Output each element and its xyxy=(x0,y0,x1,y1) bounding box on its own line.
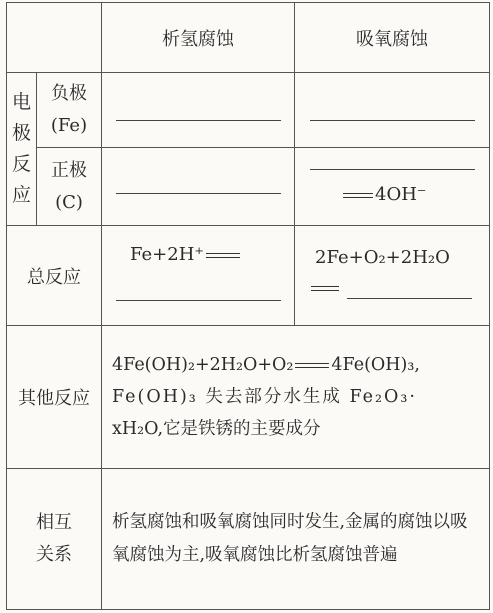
positive-label: 正极 xyxy=(51,159,87,181)
relation-content: 析氢腐蚀和吸氧腐蚀同时发生,金属的腐蚀以吸氧腐蚀为主,吸氧腐蚀比析氢腐蚀普遍 xyxy=(102,469,490,610)
header-oxygen-corrosion: 吸氧腐蚀 xyxy=(295,3,490,73)
hydrogen-total-cell xyxy=(102,226,295,326)
equals-sign xyxy=(295,363,329,368)
corner-cell xyxy=(7,3,102,73)
equals-sign xyxy=(343,193,373,198)
corrosion-comparison-table xyxy=(6,2,490,610)
positive-sub: (C) xyxy=(55,191,83,213)
negative-electrode-label xyxy=(37,73,102,148)
electrode-reaction-label xyxy=(7,73,37,226)
hydrogen-total-equation xyxy=(102,244,294,265)
oxygen-negative-cell xyxy=(295,73,490,148)
other-line1 xyxy=(112,349,479,381)
header-hydrogen-corrosion: 析氢腐蚀 xyxy=(102,3,295,73)
negative-label: 负极 xyxy=(51,83,87,104)
other-reaction-label: 其他反应 xyxy=(7,326,102,469)
answer-blank xyxy=(310,168,475,170)
hydrogen-negative-cell xyxy=(102,73,295,148)
hydrogen-total-reactants: Fe+2H⁺ xyxy=(130,244,204,265)
oxygen-total-cell xyxy=(295,226,490,326)
electrode-reaction-text: 电极反应 xyxy=(11,91,31,206)
total-reaction-label: 总反应 xyxy=(7,226,102,326)
oxygen-positive-cell xyxy=(295,148,490,226)
answer-blank xyxy=(116,119,281,121)
other-line2: Fe(OH)₃ 失去部分水生成 Fe₂O₃· xyxy=(112,387,417,407)
answer-blank xyxy=(116,192,281,194)
other-line1-product: 4Fe(OH)₃, xyxy=(331,355,420,375)
oxygen-total-line2 xyxy=(295,278,489,299)
relation-label: 相互关系 xyxy=(36,512,72,565)
negative-sub: (Fe) xyxy=(50,115,88,136)
answer-blank xyxy=(116,299,281,301)
other-line3: xH₂O,它是铁锈的主要成分 xyxy=(112,419,321,439)
oxygen-total-reactants: 2Fe+O₂+2H₂O xyxy=(315,246,450,268)
oxygen-positive-product: 4OH⁻ xyxy=(375,184,427,205)
other-line1-reactants: 4Fe(OH)₂+2H₂O+O₂ xyxy=(112,355,294,375)
hydrogen-positive-cell xyxy=(102,148,295,226)
equals-sign xyxy=(311,286,339,291)
equals-sign xyxy=(206,253,240,258)
answer-blank xyxy=(310,119,475,121)
oxygen-positive-equation xyxy=(295,184,489,205)
positive-electrode-label xyxy=(37,148,102,226)
other-reaction-content xyxy=(102,326,490,469)
relation-label-cell xyxy=(7,469,102,610)
answer-blank xyxy=(347,297,472,299)
